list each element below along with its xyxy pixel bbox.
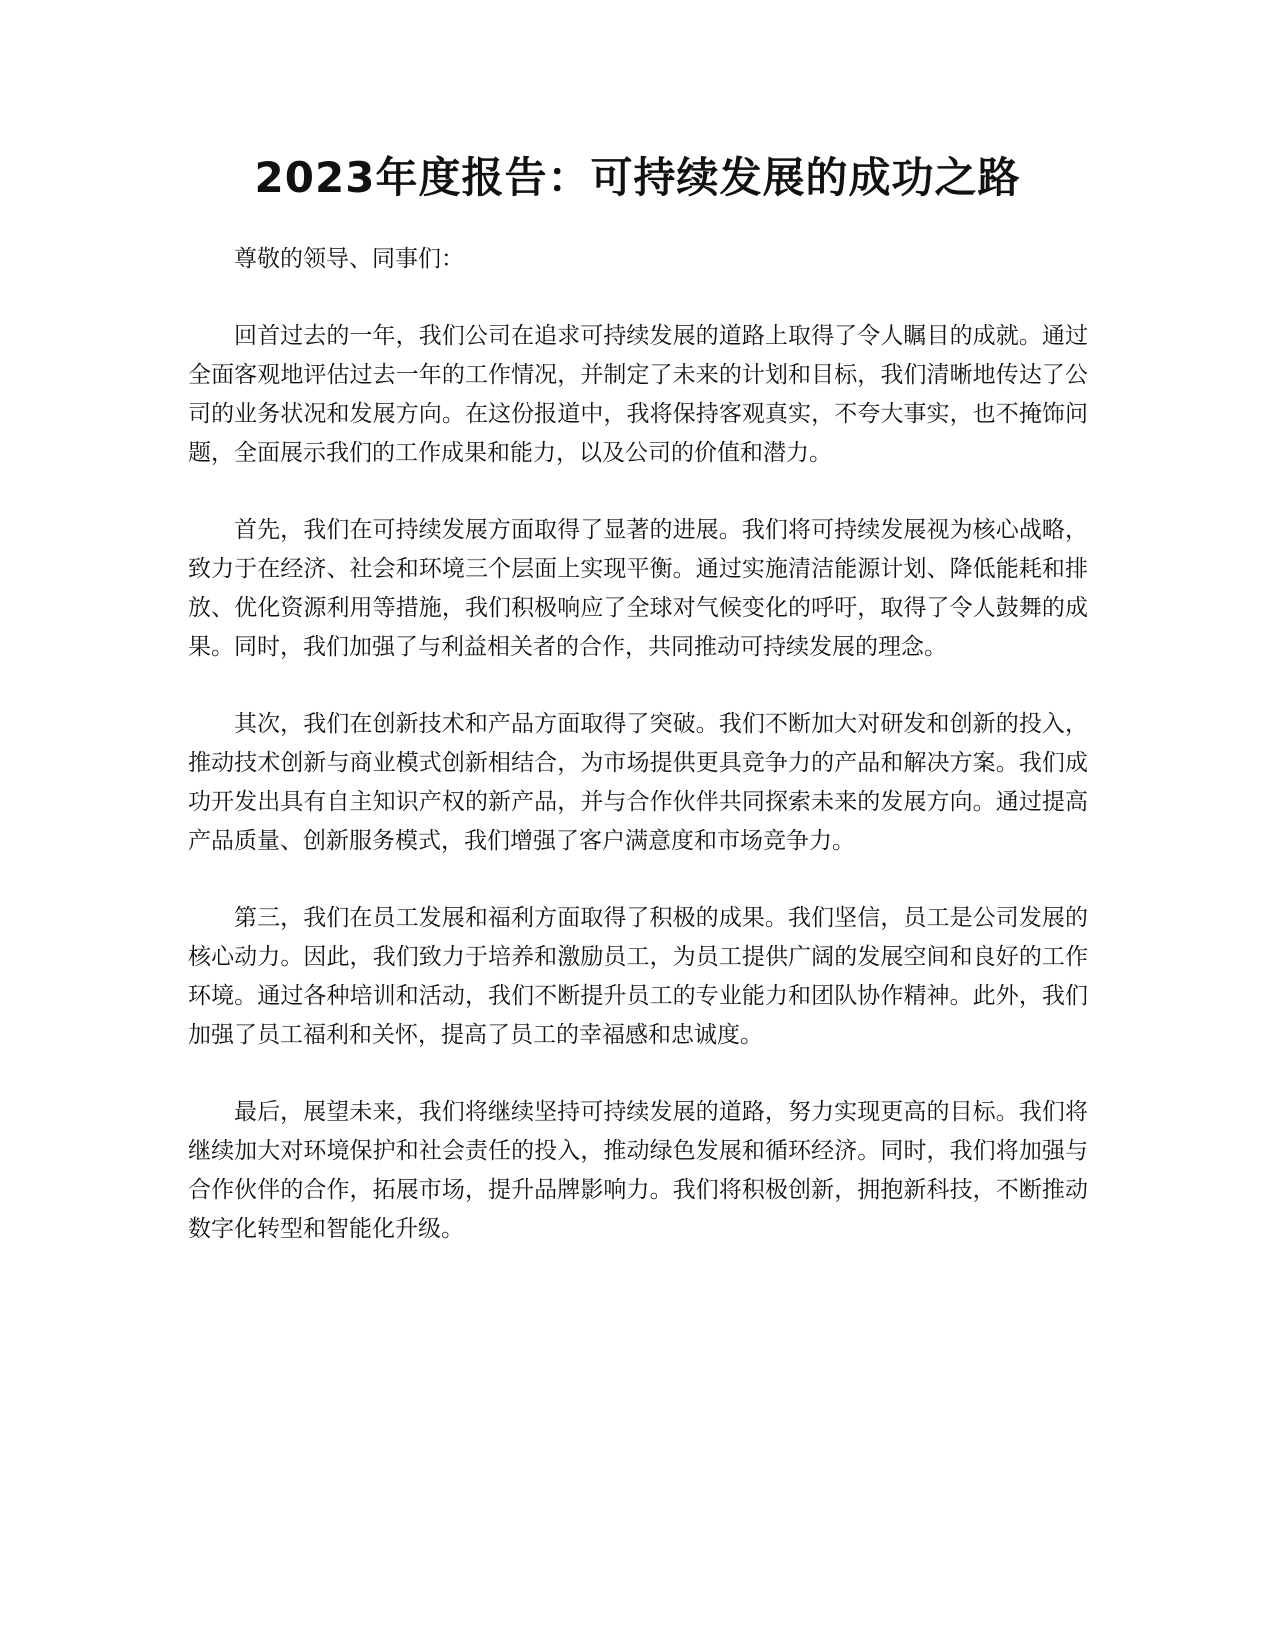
paragraph-review: 回首过去的一年，我们公司在追求可持续发展的道路上取得了令人瞩目的成就。通过全面客观地评估过去一年的工作情况，并制定了未来的计划和目标，我们清晰地传达了公司的业务状况和发展方向。在这份报道中，我将保持客观真实，不夸大事实，也不掩饰问题，全面展示我们的工作成果和能力，以及公司的价值和潜力。: [188, 323, 1088, 466]
paragraph-employees: 第三，我们在员工发展和福利方面取得了积极的成果。我们坚信，员工是公司发展的核心动力。因此，我们致力于培养和激励员工，为员工提供广阔的发展空间和良好的工作环境。通过各种培训和活动，我们不断提升员工的专业能力和团队协作精神。此外，我们加强了员工福利和关怀，提高了员工的幸福感和忠诚度。: [188, 905, 1088, 1048]
paragraph-sustainability: 首先，我们在可持续发展方面取得了显著的进展。我们将可持续发展视为核心战略，致力于在经济、社会和环境三个层面上实现平衡。通过实施清洁能源计划、降低能耗和排放、优化资源利用等措施，我们积极响应了全球对气候变化的呼吁，取得了令人鼓舞的成果。同时，我们加强了与利益相关者的合作，共同推动可持续发展的理念。: [188, 517, 1088, 660]
paragraph-outlook: 最后，展望未来，我们将继续坚持可持续发展的道路，努力实现更高的目标。我们将继续加大对环境保护和社会责任的投入，推动绿色发展和循环经济。同时，我们将加强与合作伙伴的合作，拓展市场，提升品牌影响力。我们将积极创新，拥抱新科技，不断推动数字化转型和智能化升级。: [188, 1099, 1088, 1242]
paragraph-innovation: 其次，我们在创新技术和产品方面取得了突破。我们不断加大对研发和创新的投入，推动技术创新与商业模式创新相结合，为市场提供更具竞争力的产品和解决方案。我们成功开发出具有自主知识产权的新产品，并与合作伙伴共同探索未来的发展方向。通过提高产品质量、创新服务模式，我们增强了客户满意度和市场竞争力。: [188, 711, 1088, 854]
document-title: 2023年度报告：可持续发展的成功之路: [254, 153, 1021, 202]
salutation: 尊敬的领导、同事们：: [234, 246, 464, 272]
document-body: [188, 240, 1088, 1287]
